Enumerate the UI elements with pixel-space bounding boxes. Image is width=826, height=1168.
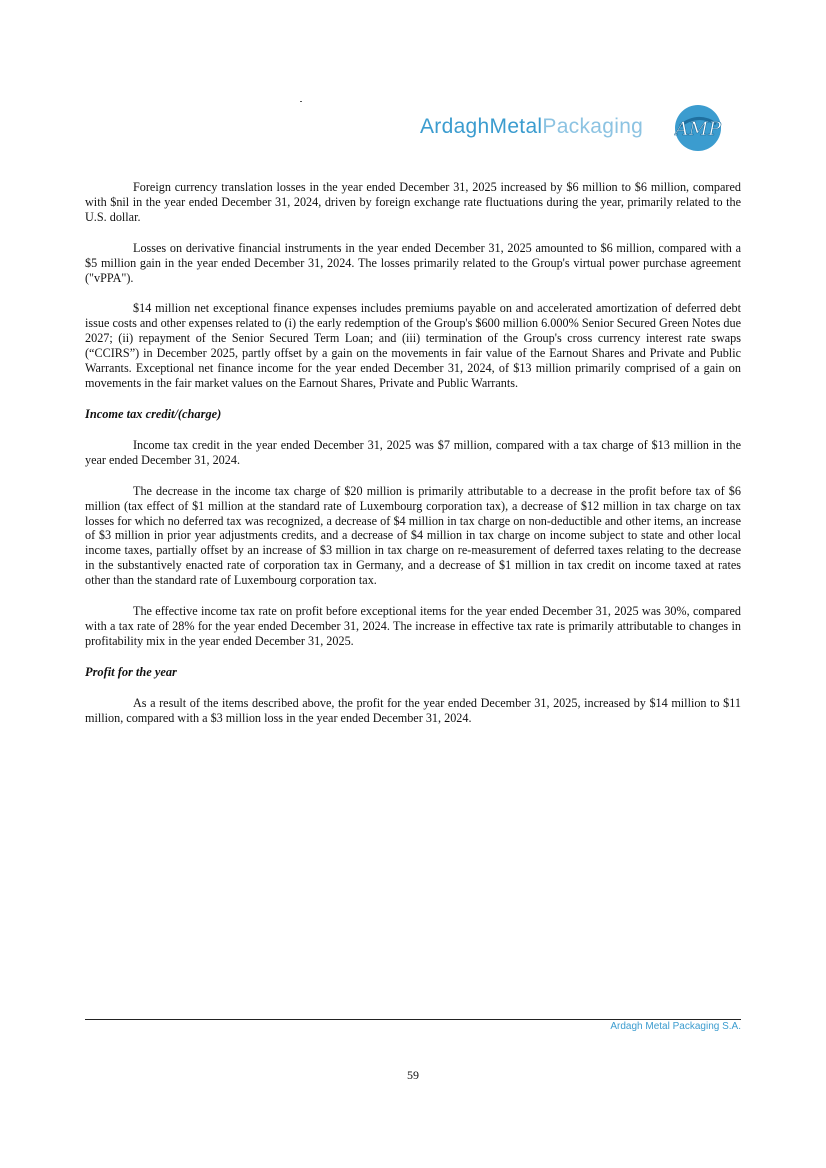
paragraph-income-tax-decrease: The decrease in the income tax charge of $20 million is primarily attributable to a decrease in the profit before tax of $6 million (tax effect of $1 million at the standard rate of Luxembourg corporation tax), a decrease of $12 million in tax charge on tax losses for which no deferred tax was recognized, a decrease of $4 million in tax charge on non-deductible and other items, an increase of $3 million in prior year adjustments credits, and a decrease of $4 million in tax charge on income subject to state and other local income taxes, partially offset by an increase of $3 million in tax charge on re-measurement of deferred taxes relating to the decrease in the substantively enacted rate of corporation tax in Germany, and a decrease of $1 million in tax credit on income taxed at rates other than the standard rate of Luxembourg corporation tax. xyxy=(85,483,741,588)
logo-wordmark xyxy=(420,115,643,139)
company-logo xyxy=(420,100,725,155)
paragraph-profit: As a result of the items described above, the profit for the year ended December 31, 2025, increased by $14 million to $11 million, compared with a $3 million loss in the year ended December 31, 2024. xyxy=(85,695,741,725)
paragraph-effective-tax-rate: The effective income tax rate on profit before exceptional items for the year ended December 31, 2025 was 30%, compared with a tax rate of 28% for the year ended December 31, 2024. The increase in effective tax rate is primarily attributable to changes in profitability mix in the year ended December 31, 2025. xyxy=(85,604,741,648)
logo-word-metal: Metal xyxy=(489,115,543,138)
page-number: 59 xyxy=(407,1068,419,1082)
amp-monogram-icon xyxy=(674,104,722,152)
paragraph-income-tax-credit: Income tax credit in the year ended December 31, 2025 was $7 million, compared with a tax charge of $13 million in the year ended December 31, 2024. xyxy=(85,437,741,467)
heading-income-tax: Income tax credit/(charge) xyxy=(85,406,222,421)
logo-monogram-text: AMP xyxy=(675,118,721,140)
paragraph-derivative-losses: Losses on derivative financial instruments in the year ended December 31, 2025 amounted to $6 million, compared with a $5 million gain in the year ended December 31, 2024. The losses primarily related to the Group's virtual power purchase agreement ("vPPA"). xyxy=(85,240,741,285)
document-body xyxy=(85,180,741,742)
paragraph-fx-losses: Foreign currency translation losses in the year ended December 31, 2025 increased by $6 million to $6 million, compared with $nil in the year ended December 31, 2024, driven by foreign exchange rate fluctuations during the year, primarily related to the U.S. dollar. xyxy=(85,180,741,224)
footer-divider xyxy=(85,1019,741,1020)
stray-mark xyxy=(300,101,302,102)
footer-company-name: Ardagh Metal Packaging S.A. xyxy=(610,1021,741,1032)
heading-profit: Profit for the year xyxy=(85,664,177,679)
logo-word-ardagh: Ardagh xyxy=(420,115,490,138)
logo-word-packaging: Packaging xyxy=(542,115,644,138)
paragraph-exceptional-finance: $14 million net exceptional finance expenses includes premiums payable on and accelerated amortization of deferred debt issue costs and other expenses related to (i) the early redemption of the Group's $600 million 6.000% Senior Secured Green Notes due 2027; (ii) repayment of the Senior Secured Term Loan; and (iii) termination of the Group's cross currency interest rate swaps (“CCIRS”) in December 2025, partly offset by a gain on the movements in fair value of the Earnout Shares and Private and Public Warrants. Exceptional net finance income for the year ended December 31, 2024, of $13 million primarily comprised of a gain on movements in the fair market values on the Earnout Shares, Private and Public Warrants. xyxy=(85,301,741,390)
